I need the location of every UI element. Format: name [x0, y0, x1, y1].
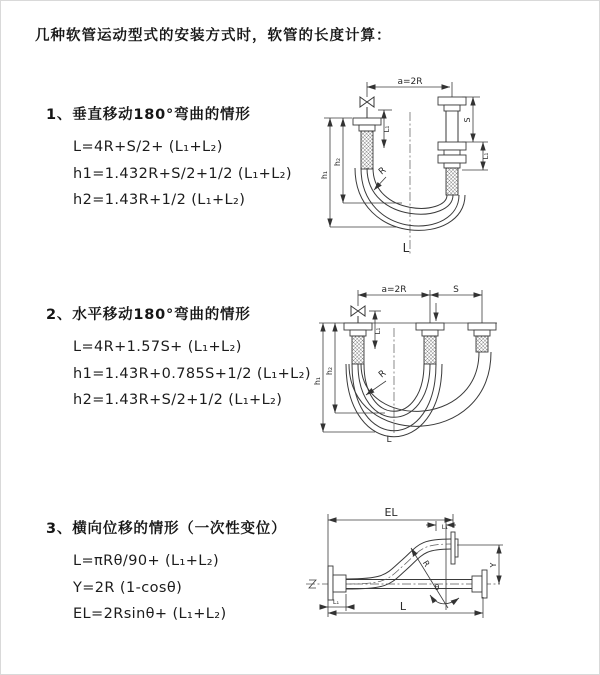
angle-label: θ: [434, 583, 440, 592]
length-label: L: [402, 241, 410, 255]
dim-l1-left: [378, 110, 392, 148]
right-flange: [468, 290, 496, 352]
section-lateral-displacement: [46, 520, 286, 632]
dim-label-l1-top: L₁: [441, 523, 448, 531]
formula-L: L=4R+S/2+ (L₁+L₂): [73, 139, 223, 155]
diagram-vertical-180-bend: [300, 60, 600, 270]
left-flange: [344, 323, 372, 364]
dim-label-l1-right: L₁: [482, 152, 490, 160]
section-heading: 3、横向位移的情形（一次性变位）: [46, 521, 287, 537]
radius-label: R: [377, 368, 389, 381]
formula-L: L=4R+1.57S+ (L₁+L₂): [73, 339, 242, 355]
angle-theta: [430, 583, 459, 604]
dim-l: [328, 597, 483, 618]
length-label: L: [386, 435, 392, 445]
middle-flange: [416, 290, 444, 364]
dim-label-a2r: a=2R: [397, 77, 423, 87]
page-title: 几种软管运动型式的安装方式时，软管的长度计算：: [35, 28, 392, 44]
section-vertical-180: [46, 106, 292, 218]
formula-h2: h2=1.43R+S/2+1/2 (L₁+L₂): [73, 392, 283, 408]
section-heading: 2、水平移动180°弯曲的情形: [46, 307, 251, 323]
dim-label-h2: h₂: [333, 157, 342, 167]
left-flange: [328, 566, 346, 600]
formula-h1: h1=1.43R+0.785S+1/2 (L₁+L₂): [73, 365, 311, 382]
formula-h2: h2=1.43R+1/2 (L₁+L₂): [73, 192, 246, 208]
hose-u-bend-positions: [346, 352, 491, 437]
dim-label-h1: h₁: [320, 170, 329, 180]
dim-label-h1: h₁: [313, 376, 322, 386]
section-horizontal-180: [46, 306, 311, 418]
dim-label-y: Y: [489, 562, 498, 568]
section-heading: 1、垂直移动180°弯曲的情形: [46, 107, 251, 123]
formula-L: L=πRθ/90+ (L₁+L₂): [73, 553, 220, 569]
left-flange: [353, 118, 381, 169]
formula-Y: Y=2R (1-cosθ): [73, 579, 183, 596]
right-flange: [438, 82, 466, 195]
dim-a2r: [358, 285, 430, 295]
dim-label-a2r: a=2R: [381, 285, 407, 295]
dim-a2r: [367, 77, 450, 87]
formula-h1: h1=1.432R+S/2+1/2 (L₁+L₂): [73, 165, 292, 182]
dim-l1-left: [320, 594, 354, 611]
radius-leader: [374, 166, 388, 190]
formula-EL: EL=2Rsinθ+ (L₁+L₂): [73, 606, 227, 622]
dim-s: [430, 285, 482, 295]
dim-l1-top: [426, 521, 456, 531]
dim-label-s: S: [453, 285, 459, 295]
curved-hose-displaced: [346, 532, 458, 589]
dim-label-l1: L₁: [374, 327, 382, 335]
radius-leader: [411, 548, 448, 608]
dim-label-l1-left: L₁: [383, 125, 391, 133]
valve-icon: [360, 82, 374, 118]
dim-label-l1-left: L₁: [332, 598, 340, 606]
length-label: L: [399, 600, 407, 613]
diagram-horizontal-180-bend: [305, 283, 600, 455]
dim-label-h2: h₂: [325, 366, 334, 376]
dim-label-s: S: [463, 117, 472, 123]
radius-label: R: [420, 558, 432, 569]
diagram-lateral-displacement: [300, 498, 600, 650]
dim-label-el: EL: [384, 506, 398, 519]
radius-label: R: [377, 165, 389, 178]
